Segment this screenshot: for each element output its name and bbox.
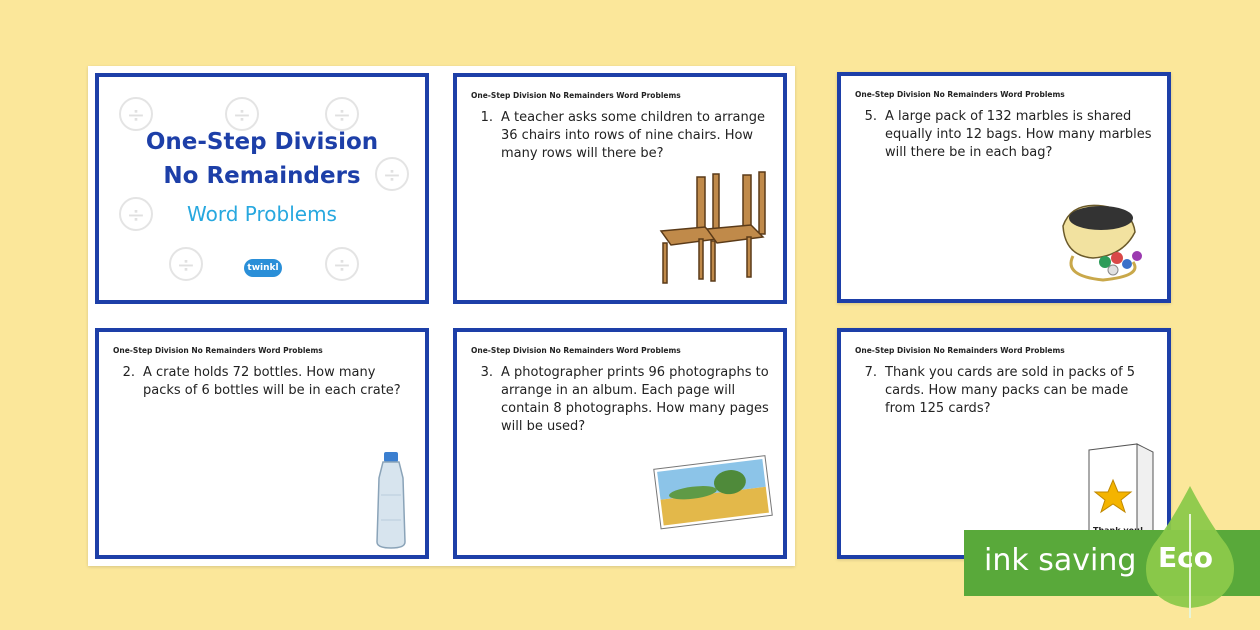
question: [471, 109, 771, 163]
marbles-bag-icon: [1053, 196, 1157, 288]
question-number: 5.: [864, 109, 877, 124]
division-icon: ÷: [375, 157, 409, 191]
question-text: A crate holds 72 bottles. How many packs of 6 bottles will be in each crate?: [143, 365, 401, 398]
eco-label: Eco: [1158, 541, 1213, 574]
division-icon: ÷: [119, 197, 153, 231]
question-card-3: [453, 328, 787, 559]
question-card-1: [453, 73, 787, 304]
division-icon: ÷: [325, 97, 359, 131]
title: [99, 125, 425, 193]
division-icon: ÷: [119, 97, 153, 131]
division-icon: ÷: [169, 247, 203, 281]
card-header: One-Step Division No Remainders Word Problems: [855, 346, 1065, 355]
chair-icon: [647, 169, 777, 289]
title-card: [95, 73, 429, 304]
card-header: One-Step Division No Remainders Word Problems: [471, 346, 681, 355]
twinkl-logo: twinkl: [244, 259, 282, 277]
bottle-icon: [371, 450, 411, 550]
question-text: Thank you cards are sold in packs of 5 cards. How many packs can be made from 125 cards?: [885, 365, 1136, 416]
question: [855, 364, 1155, 418]
question: [471, 364, 771, 436]
question-number: 1.: [480, 110, 493, 125]
question-text: A large pack of 132 marbles is shared equally into 12 bags. How many marbles will there be in each bag?: [885, 109, 1152, 160]
title-line-1: One-Step Division: [145, 129, 379, 155]
question-number: 7.: [864, 365, 877, 380]
question-card-2: [95, 328, 429, 559]
card-header: One-Step Division No Remainders Word Problems: [855, 90, 1065, 99]
subtitle: Word Problems: [187, 202, 337, 226]
ink-saving-label: ink saving: [984, 543, 1137, 578]
question-card-7: [837, 328, 1171, 559]
question: [113, 364, 413, 400]
question-number: 2.: [122, 365, 135, 380]
card-header: One-Step Division No Remainders Word Problems: [113, 346, 323, 355]
title-line-2: No Remainders: [163, 163, 361, 189]
photo-icon: [653, 452, 777, 532]
division-icon: ÷: [225, 97, 259, 131]
question-text: A photographer prints 96 photographs to arrange in an album. Each page will contain 8 photographs. How many pages will be used?: [501, 365, 769, 434]
printable-sheet: [88, 66, 795, 566]
card-header: One-Step Division No Remainders Word Problems: [471, 91, 681, 100]
question-text: A teacher asks some children to arrange 36 chairs into rows of nine chairs. How many rows will there be?: [501, 110, 765, 161]
division-icon: ÷: [325, 247, 359, 281]
question-card-5: [837, 72, 1171, 303]
question-number: 3.: [480, 365, 493, 380]
question: [855, 108, 1155, 162]
